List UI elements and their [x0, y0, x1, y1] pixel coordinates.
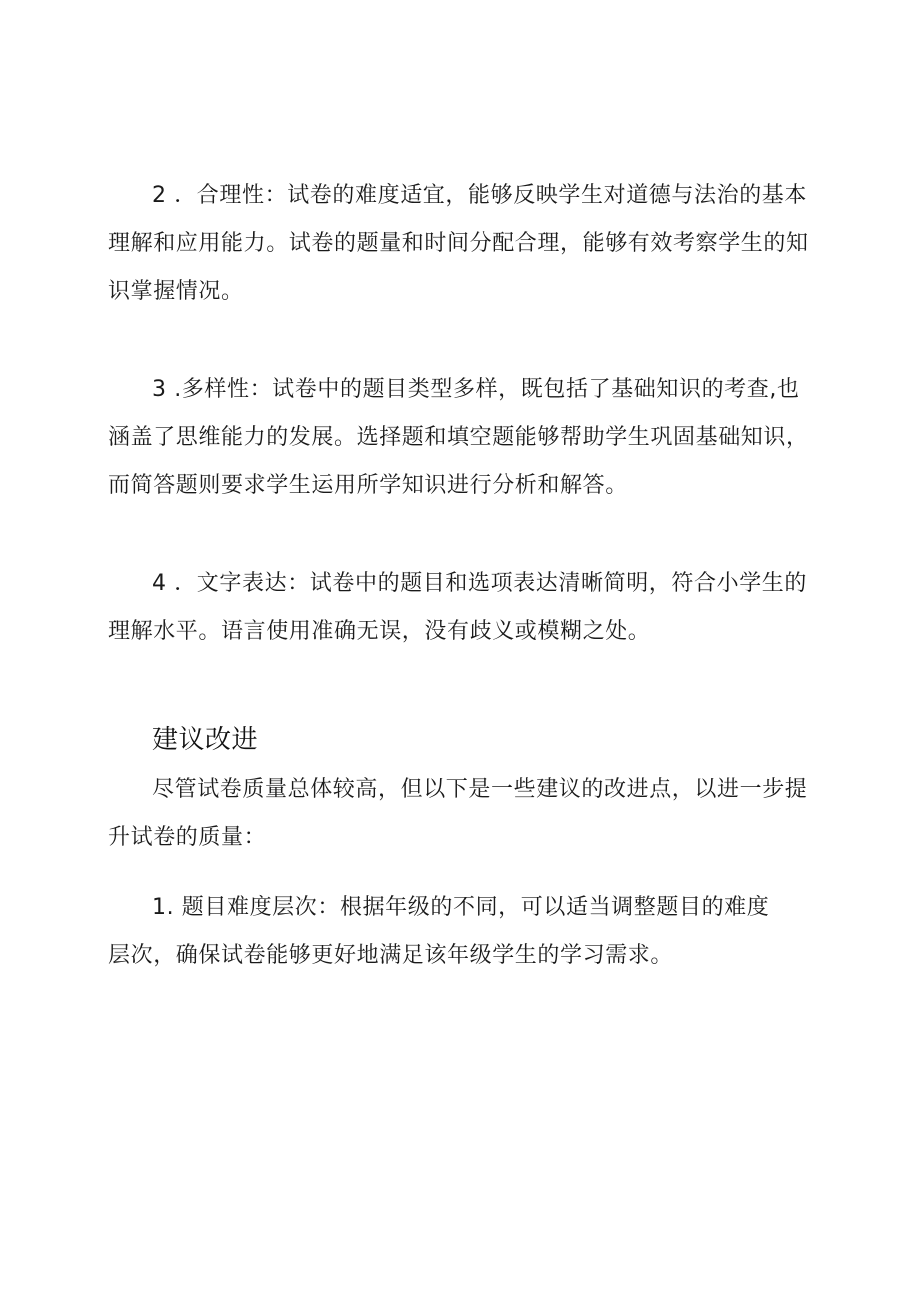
intro-line-1: 尽管试卷质量总体较高，但以下是一些建议的改进点，以进一步提: [152, 777, 808, 802]
item-4-line-1: 4 ．文字表达：试卷中的题目和选项表达清晰简明，符合小学生的: [152, 571, 807, 596]
item-3-line-3: 而简答题则要求学生运用所学知识进行分析和解答。: [108, 473, 628, 498]
section-heading: 建议改进: [152, 725, 259, 755]
item-4-line-2: 理解水平。语言使用准确无误，没有歧义或模糊之处。: [108, 619, 651, 644]
item-2-line-2: 理解和应用能力。试卷的题量和时间分配合理，能够有效考察学生的知: [108, 231, 809, 256]
item-2-line-3: 识掌握情况。: [108, 279, 244, 304]
item-3-line-1: 3 .多样性：试卷中的题目类型多样，既包括了基础知识的考查,也: [152, 377, 800, 402]
item-3-paragraph: [108, 366, 828, 510]
item-3-line-2: 涵盖了思维能力的发展。选择题和填空题能够帮助学生巩固基础知识，: [108, 425, 809, 450]
suggestion-1-line-2: 层次，确保试卷能够更好地满足该年级学生的学习需求。: [108, 943, 674, 968]
intro-line-2: 升试卷的质量：: [108, 825, 267, 850]
item-2-paragraph: [108, 172, 828, 316]
suggestion-1-line-1: 1. 题目难度层次：根据年级的不同，可以适当调整题目的难度: [152, 895, 770, 920]
suggestion-1-paragraph: [108, 884, 828, 980]
item-2-line-1: 2 ．合理性：试卷的难度适宜，能够反映学生对道德与法治的基本: [152, 183, 807, 208]
intro-paragraph: [108, 766, 828, 862]
item-4-paragraph: [108, 560, 828, 656]
